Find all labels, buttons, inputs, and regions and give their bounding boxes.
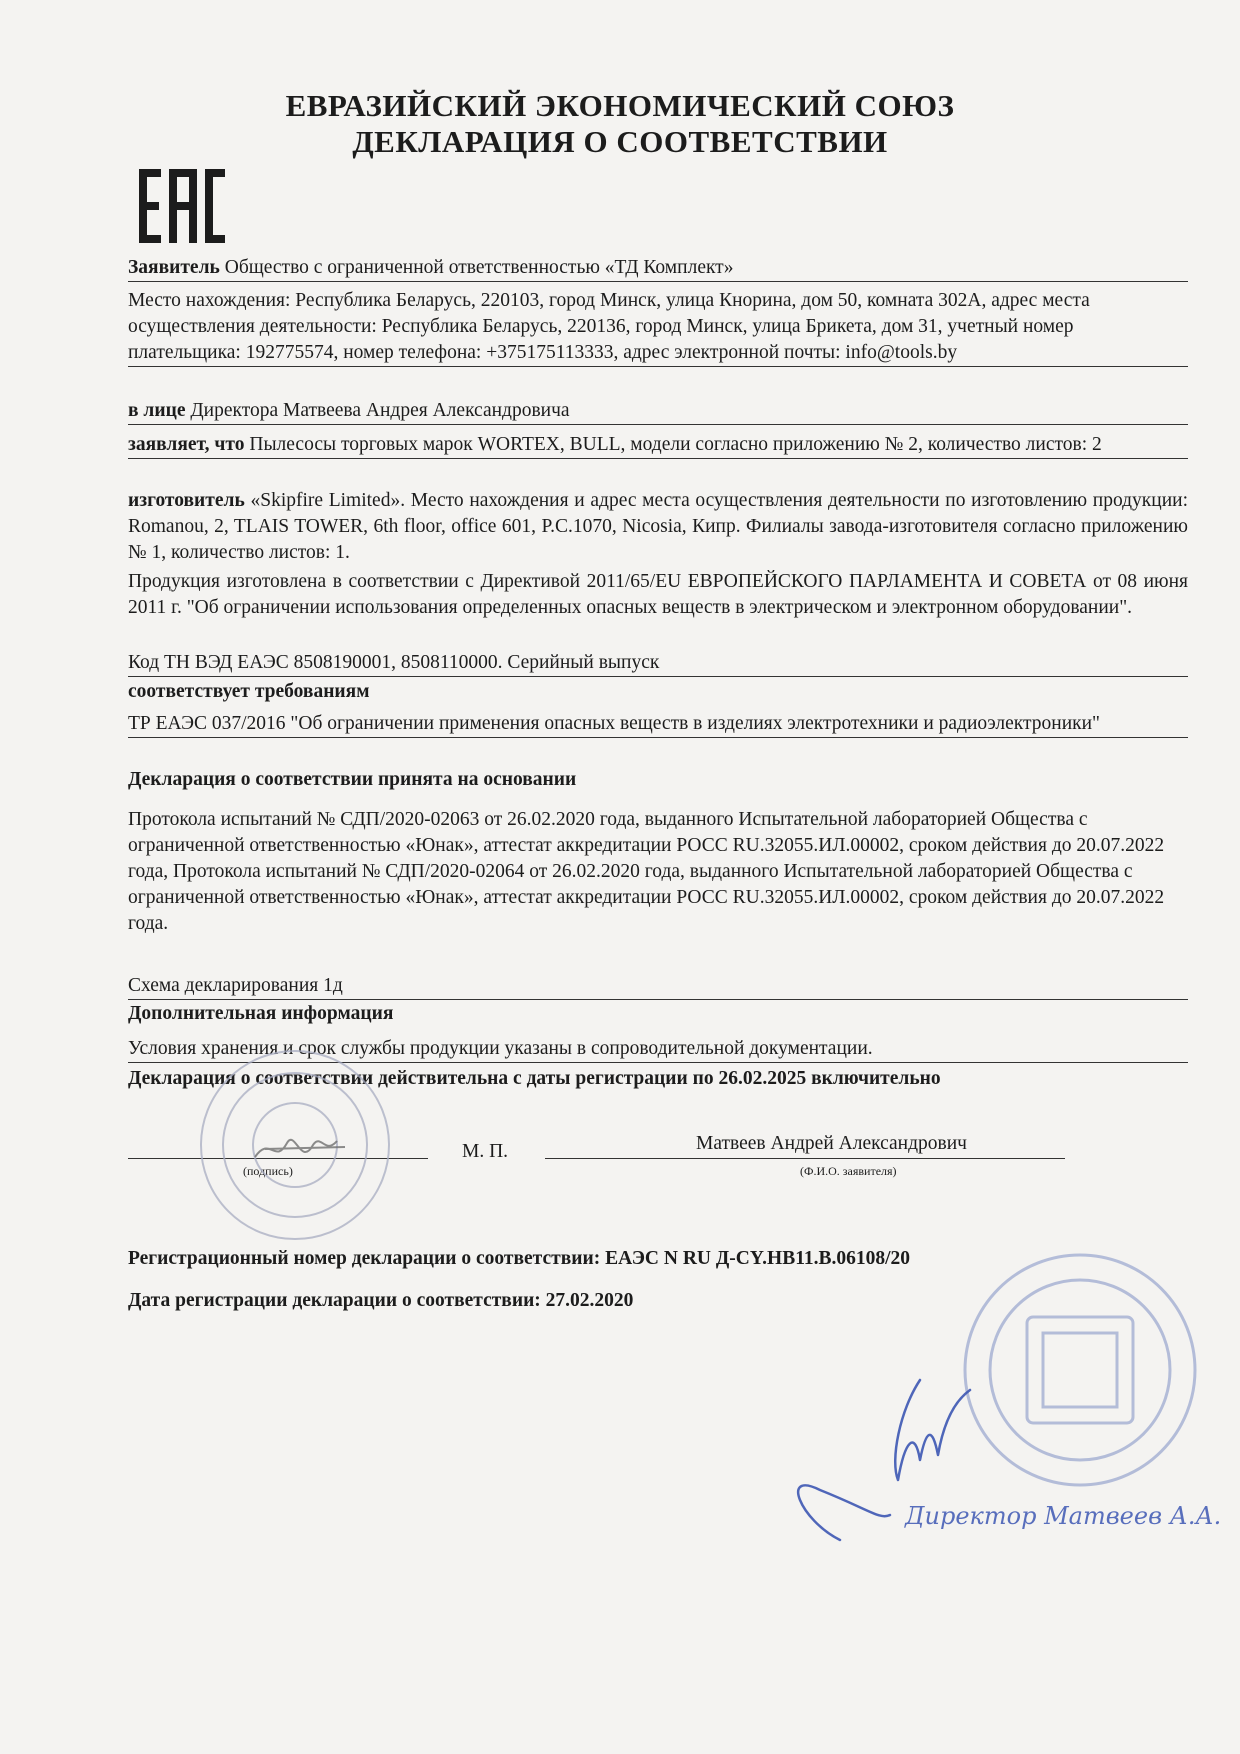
- applicant-name-line: [545, 1158, 1065, 1159]
- registration-number: ЕАЭС N RU Д-CY.HB11.B.06108/20: [605, 1248, 911, 1269]
- requirements-label: соответствует требованиям: [128, 681, 370, 702]
- additional-label: Дополнительная информация: [128, 1003, 394, 1024]
- manufacturer-info: «Skipfire Limited». Место нахождения и адрес места осуществления деятельности по изготовлению продукции: Romanou, 2, TLAIS TOWER, 6th floor, office 601, P.C.1070, Nicosia, Кипр. Филиалы завода-изготовителя согласно приложению № 1, количество листов: 1.: [128, 490, 1189, 563]
- declares-line: [128, 432, 1188, 459]
- product-description: Пылесосы торговых марок WORTEX, BULL, модели согласно приложению № 2, количество листов: 2: [249, 434, 1102, 455]
- representative-label: в лице: [128, 400, 186, 421]
- requirements-value: ТР ЕАЭС 037/2016 "Об ограничении применения опасных веществ в изделиях электротехники и радиоэлектроники": [128, 711, 1188, 738]
- hs-code-line: Код ТН ВЭД ЕАЭС 8508190001, 8508110000. Серийный выпуск: [128, 650, 1188, 677]
- manufacturer-line: [128, 488, 1188, 566]
- seal-placeholder: М. П.: [462, 1141, 509, 1162]
- applicant-address: Место нахождения: Республика Беларусь, 220103, город Минск, улица Кнорина, дом 50, комната 302А, адрес места осуществления деятельности: Республика Беларусь, 220136, город Минск, улица Брикета, дом 31, учетный номер плательщика: 192775574, номер телефона: +375175113333, адрес электронной почты: info@tools.by: [128, 288, 1188, 367]
- director-signature: [780, 1370, 1100, 1570]
- company-seal: [195, 1045, 395, 1245]
- basis-protocols: Протокола испытаний № СДП/2020-02063 от 26.02.2020 года, выданного Испытательной лабораторией Общества с ограниченной ответственностью «Юнак», аттестат аккредитации РОСС RU.32055.ИЛ.00002, сроком действия до 20.07.2022 года, Протокола испытаний № СДП/2020-02064 от 26.02.2020 года, выданного Испытательной лабораторией Общества с ограниченной ответственностью «Юнак», аттестат аккредитации РОСС RU.32055.ИЛ.00002, сроком действия до 20.07.2022 года.: [128, 809, 1165, 934]
- applicant-name: Общество с ограниченной ответственностью «ТД Комплект»: [224, 257, 734, 278]
- representative-line: [128, 398, 1188, 425]
- signature-caption: (подпись): [243, 1164, 293, 1178]
- manufacturer-label: изготовитель: [128, 490, 245, 511]
- registration-date: 27.02.2020: [545, 1290, 634, 1311]
- additional-info: Условия хранения и срок службы продукции указаны в сопроводительной документации.: [128, 1036, 1188, 1063]
- additional-heading: [128, 1001, 1188, 1027]
- basis-label: Декларация о соответствии принята на основании: [128, 769, 577, 790]
- applicant-line: [128, 255, 1188, 282]
- applicant-name-caption: (Ф.И.О. заявителя): [800, 1164, 897, 1178]
- requirements-heading: [128, 679, 1188, 705]
- directive-text: Продукция изготовлена в соответствии с Директивой 2011/65/EU ЕВРОПЕЙСКОГО ПАРЛАМЕНТА И СОВЕТА от 08 июня 2011 г. "Об ограничении использования определенных опасных веществ в электрическом и электронном оборудовании".: [128, 571, 1188, 618]
- applicant-label: Заявитель: [128, 257, 220, 278]
- union-title: ЕВРАЗИЙСКИЙ ЭКОНОМИЧЕСКИЙ СОЮЗ: [285, 88, 955, 123]
- registration-number-label: Регистрационный номер декларации о соответствии:: [128, 1248, 601, 1269]
- validity-text: Декларация о соответствии действительна с даты регистрации по 26.02.2025 включительно: [128, 1068, 941, 1089]
- declares-label: заявляет, что: [128, 434, 245, 455]
- representative-name: Директора Матвеева Андрея Александровича: [190, 400, 570, 421]
- declaration-scheme: Схема декларирования 1д: [128, 973, 1188, 1000]
- eac-logo: [137, 167, 227, 245]
- document-title: ДЕКЛАРАЦИЯ О СООТВЕТСТВИИ: [352, 124, 888, 159]
- applicant-full-name: Матвеев Андрей Александрович: [696, 1133, 967, 1154]
- registration-date-label: Дата регистрации декларации о соответствии:: [128, 1290, 541, 1311]
- handwritten-note: Директор Матвеев А.А.: [905, 1502, 1222, 1530]
- basis-heading: [128, 767, 1188, 793]
